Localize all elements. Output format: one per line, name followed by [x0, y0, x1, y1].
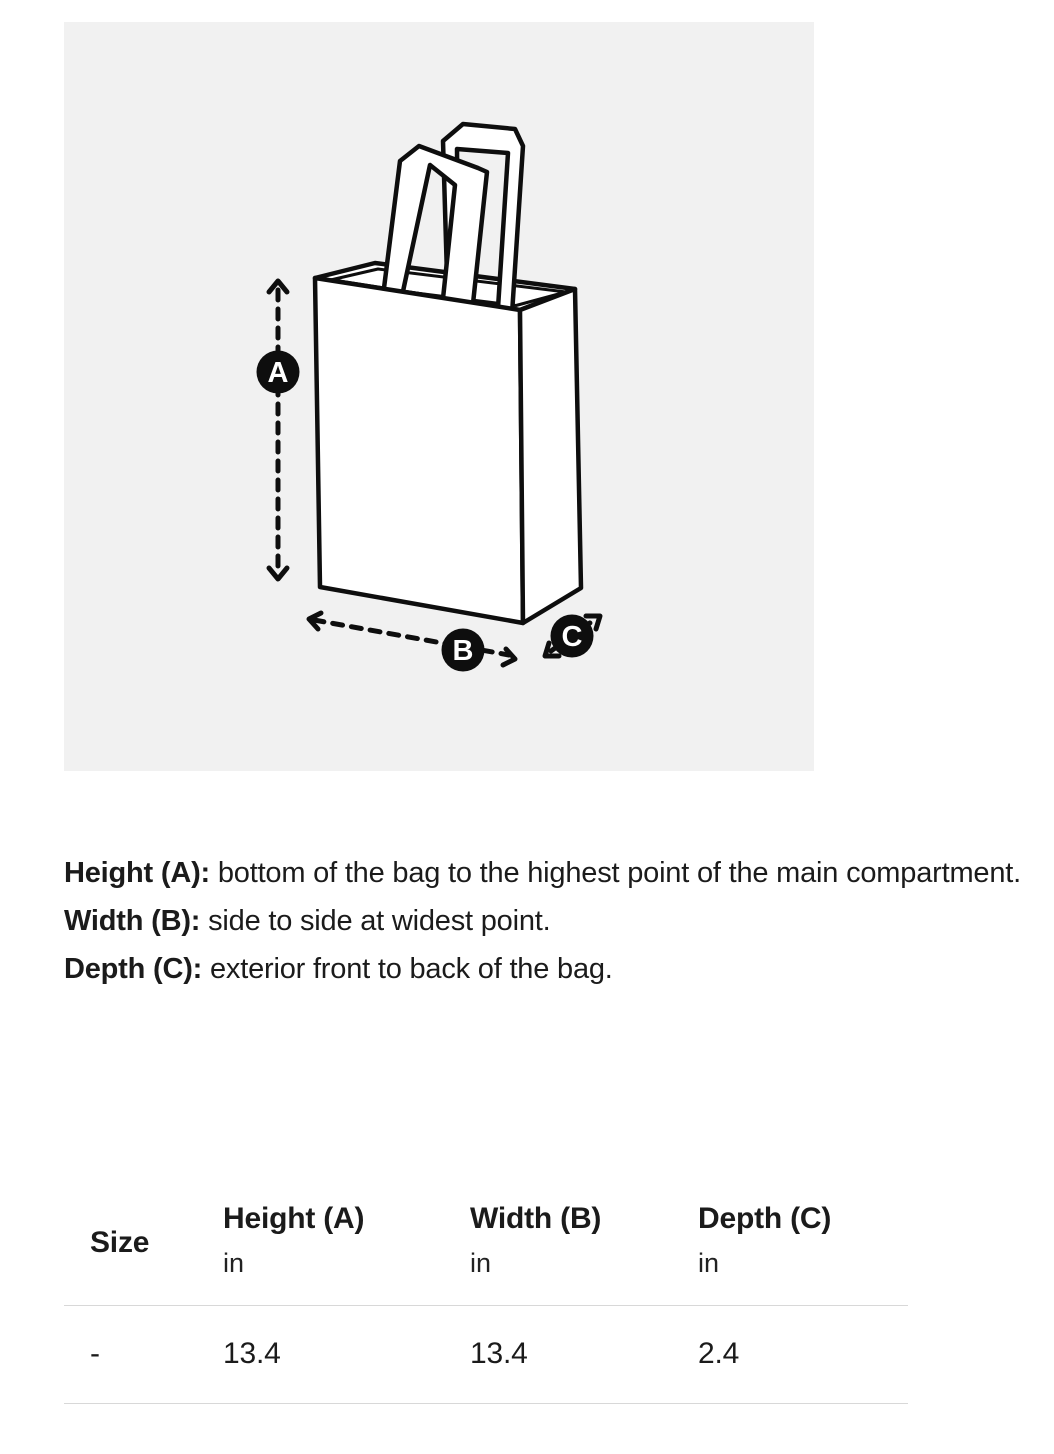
column-header-depth [698, 1190, 908, 1305]
definition-depth-text: exterior front to back of the bag. [202, 953, 613, 985]
definition-height-text: bottom of the bag to the highest point of the main compartment. [210, 857, 1021, 889]
cell-depth: 2.4 [698, 1305, 908, 1403]
column-header-depth-unit: in [698, 1248, 720, 1278]
column-header-width [470, 1190, 698, 1305]
height-arrow-down-icon [269, 568, 287, 579]
definition-width-term: Width (B): [64, 905, 201, 937]
table-row [64, 1305, 908, 1403]
definition-depth [64, 945, 1044, 993]
size-chart-table [64, 1190, 908, 1404]
depth-badge-label: C [561, 621, 583, 653]
size-chart-section [64, 1190, 908, 1404]
bag-front-face [315, 278, 523, 623]
bag-side-face [520, 289, 581, 623]
column-header-width-unit: in [470, 1248, 492, 1278]
height-badge-label: A [267, 357, 289, 389]
width-badge-label: B [452, 635, 474, 667]
column-header-size [64, 1190, 223, 1305]
definition-width [64, 897, 1044, 945]
cell-size: - [64, 1305, 223, 1403]
bag-dimension-diagram [64, 22, 814, 771]
column-header-depth-label: Depth (C) [698, 1202, 832, 1235]
cell-height: 13.4 [223, 1305, 470, 1403]
bag-diagram-panel [64, 22, 814, 771]
definition-depth-term: Depth (C): [64, 953, 203, 985]
column-header-width-label: Width (B) [470, 1202, 602, 1235]
definition-width-text: side to side at widest point. [200, 905, 551, 937]
size-chart-header-row [64, 1190, 908, 1305]
column-header-height-unit: in [223, 1248, 245, 1278]
definition-height-term: Height (A): [64, 857, 210, 889]
column-header-size-label: Size [90, 1226, 150, 1259]
column-header-height [223, 1190, 470, 1305]
column-header-height-label: Height (A) [223, 1202, 365, 1235]
definition-height [64, 849, 1044, 897]
cell-width: 13.4 [470, 1305, 698, 1403]
dimension-definitions [64, 849, 1044, 993]
